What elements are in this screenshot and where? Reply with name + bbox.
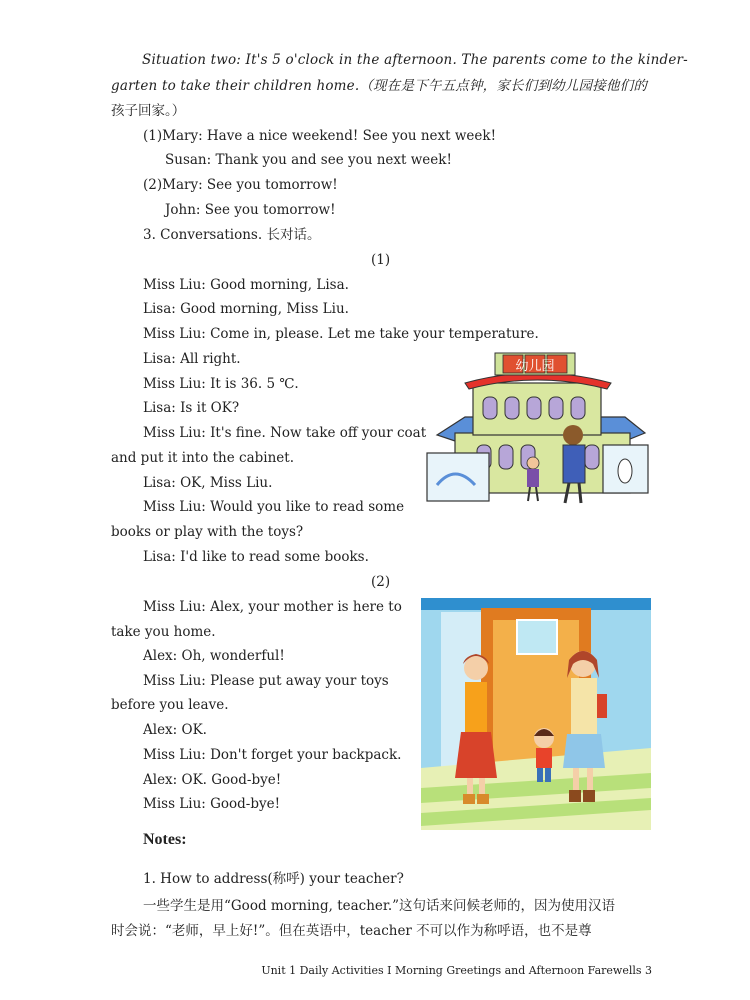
dialogue-line: Susan: Thank you and see you next week! (165, 152, 452, 168)
conversation-line: Miss Liu: Alex, your mother is here to (143, 599, 402, 615)
conversation-line: and put it into the cabinet. (111, 450, 294, 466)
conversation-line: Lisa: OK, Miss Liu. (143, 475, 273, 491)
page-footer: Unit 1 Daily Activities Ⅰ Morning Greetings and Afternoon Farewells 3 (261, 964, 652, 977)
conversation-line: take you home. (111, 624, 216, 640)
conversation-line: Miss Liu: Don't forget your backpack. (143, 747, 402, 763)
conversation-line: Miss Liu: Please put away your toys (143, 673, 389, 689)
conversation-line: Miss Liu: It's fine. Now take off your coat (143, 425, 427, 441)
conversation-number: (1) (371, 252, 391, 268)
notes-heading: Notes: (143, 831, 187, 848)
section-heading: 3. Conversations. 长对话。 (143, 227, 321, 243)
conversation-line: Miss Liu: Good morning, Lisa. (143, 277, 349, 293)
situation-line-3: 孩子回家。） (111, 103, 186, 119)
conversation-line: Miss Liu: Come in, please. Let me take your temperature. (143, 326, 539, 342)
situation-line-1: Situation two: It's 5 o'clock in the afternoon. The parents come to the kinder- (142, 52, 688, 68)
notes-paragraph-line-2: 时会说：“老师，早上好!”。但在英语中，teacher 不可以作为称呼语，也不是尊 (111, 923, 592, 939)
conversation-line: Alex: Oh, wonderful! (143, 648, 285, 664)
dialogue-line: (1)Mary: Have a nice weekend! See you next week! (143, 128, 497, 144)
conversation-line: Lisa: Good morning, Miss Liu. (143, 301, 349, 317)
conversation-line: Miss Liu: Would you like to read some (143, 499, 405, 515)
doorway-illustration (421, 598, 651, 830)
conversation-line: Alex: OK. (143, 722, 207, 738)
conversation-line: Miss Liu: Good-bye! (143, 796, 281, 812)
conversation-line: Lisa: I'd like to read some books. (143, 549, 369, 565)
conversation-line: Lisa: All right. (143, 351, 241, 367)
conversation-line: books or play with the toys? (111, 524, 304, 540)
conversation-number: (2) (371, 574, 391, 590)
notes-paragraph-line-1: 一些学生是用“Good morning, teacher.”这句话来问候老师的，因为使用汉语 (143, 898, 616, 914)
conversation-line: Lisa: Is it OK? (143, 400, 240, 416)
kindergarten-illustration (425, 345, 650, 505)
dialogue-line: John: See you tomorrow! (165, 202, 336, 218)
conversation-line: before you leave. (111, 697, 229, 713)
conversation-line: Alex: OK. Good-bye! (143, 772, 282, 788)
dialogue-line: (2)Mary: See you tomorrow! (143, 177, 338, 193)
notes-item-1: 1. How to address(称呼) your teacher? (143, 871, 404, 887)
situation-line-2: garten to take their children home.（现在是下午五点钟，家长们到幼儿园接他们的 (111, 78, 648, 94)
kindergarten-sign: 幼儿园 (515, 359, 555, 374)
conversation-line: Miss Liu: It is 36. 5 ℃. (143, 376, 299, 392)
